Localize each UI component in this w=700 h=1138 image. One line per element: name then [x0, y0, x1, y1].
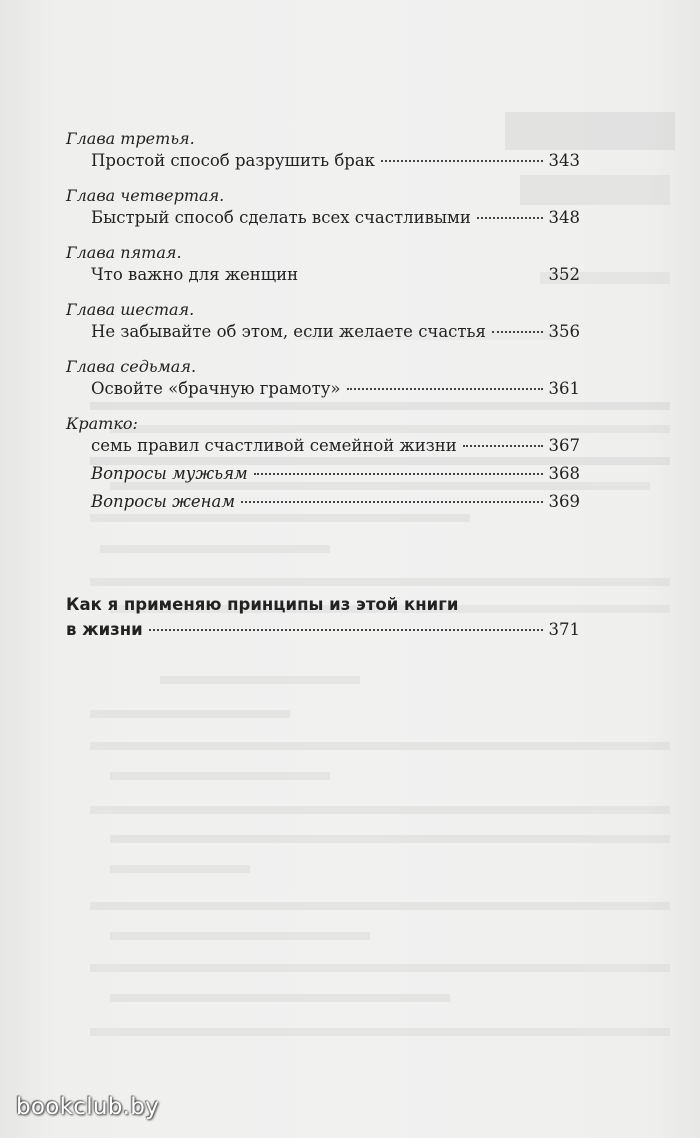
toc-line — [66, 263, 580, 287]
toc-entry — [66, 242, 580, 287]
dot-leader — [477, 217, 543, 219]
page-number: 371 — [548, 620, 580, 639]
chapter-label: Глава пятая. — [66, 243, 182, 262]
page-number: 368 — [548, 464, 580, 483]
summary-heading: Кратко: — [66, 414, 138, 433]
final-title-line1: Как я применяю принципы из этой книги — [66, 595, 459, 614]
toc-title: семь правил счастливой семейной жизни — [91, 436, 457, 455]
toc-line — [66, 462, 580, 486]
dot-leader — [254, 473, 543, 475]
table-of-contents — [66, 128, 580, 642]
page-number: 352 — [548, 265, 580, 284]
toc-title: Вопросы женам — [91, 492, 236, 511]
dot-leader — [463, 445, 543, 447]
page-number: 348 — [548, 208, 580, 227]
page-number: 367 — [548, 436, 580, 455]
chapter-label: Глава седьмая. — [66, 357, 197, 376]
toc-entry — [66, 299, 580, 344]
toc-title: Освойте «брачную грамоту» — [91, 379, 341, 398]
toc-final-entry — [66, 592, 580, 642]
toc-title: Что важно для женщин — [91, 265, 299, 284]
toc-line — [66, 206, 580, 230]
toc-line — [66, 320, 580, 344]
final-title-line2: в жизни — [66, 620, 143, 639]
dot-leader — [149, 629, 543, 631]
toc-title: Вопросы мужьям — [91, 464, 248, 483]
toc-line — [66, 149, 580, 173]
dot-leader — [381, 160, 543, 162]
page-number: 343 — [548, 151, 580, 170]
dot-leader — [347, 388, 543, 390]
toc-line — [66, 434, 580, 458]
toc-title: Быстрый способ сделать всех счастливыми — [91, 208, 471, 227]
toc-line — [66, 490, 580, 514]
toc-entry — [66, 356, 580, 401]
chapter-label: Глава третья. — [66, 129, 195, 148]
page-number: 369 — [548, 492, 580, 511]
dot-leader — [492, 331, 543, 333]
toc-line — [66, 618, 580, 642]
toc-title: Простой способ разрушить брак — [91, 151, 375, 170]
toc-entry — [66, 128, 580, 173]
toc-title: Не забывайте об этом, если желаете счастья — [91, 322, 486, 341]
chapter-label: Глава шестая. — [66, 300, 195, 319]
page-number: 361 — [548, 379, 580, 398]
toc-entry — [66, 185, 580, 230]
page-number: 356 — [548, 322, 580, 341]
dot-leader — [241, 501, 542, 503]
toc-summary — [66, 413, 580, 514]
chapter-label: Глава четвертая. — [66, 186, 225, 205]
watermark-logo: bookclub.by — [16, 1094, 160, 1120]
toc-line — [66, 377, 580, 401]
